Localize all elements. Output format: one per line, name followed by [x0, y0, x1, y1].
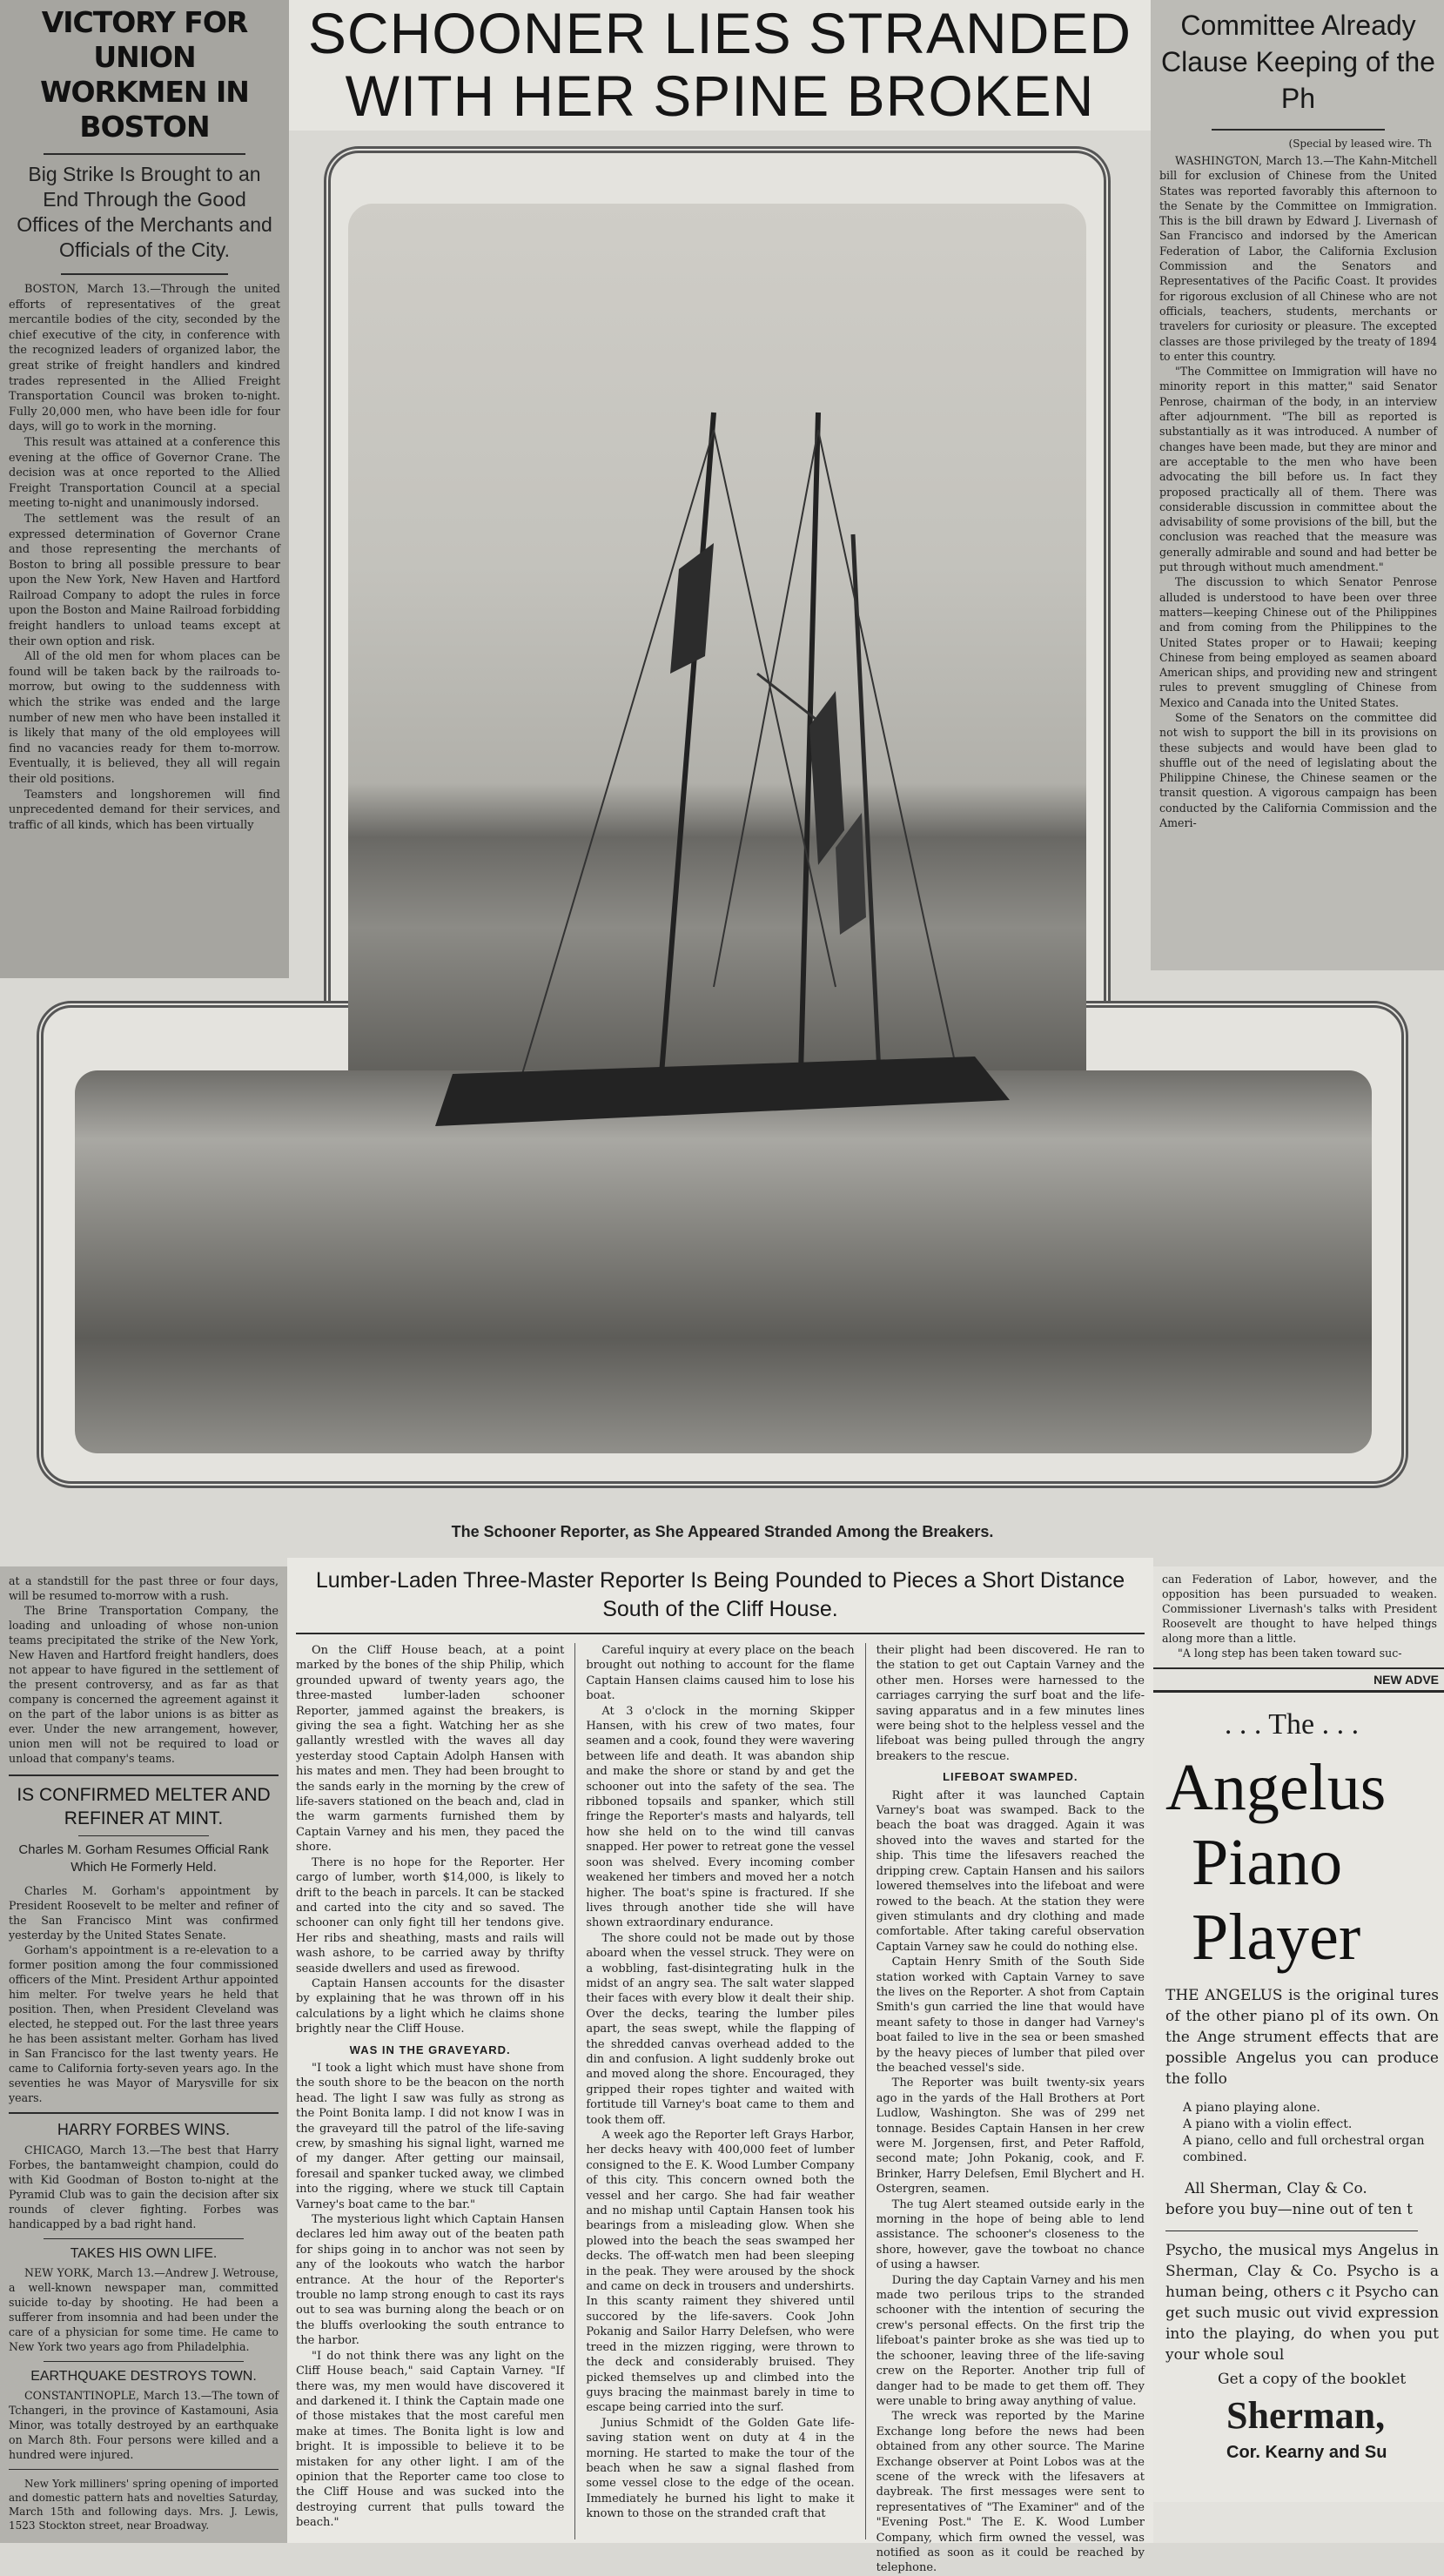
center-bottom-article — [287, 1558, 1153, 2575]
schooner-illustration — [348, 204, 1086, 1178]
article-paragraph: A week ago the Reporter left Grays Harbor, her decks heavy with 400,000 feet of lumber consigned to the E. K. Wood Lumber Company of this city. This concern owned both the vessel and her cargo. She had fair weather and no mishap until Captain Hansen took his bearings from a misleading glow. When she plowed into the beach the seas swamped her decks. The off-watch men had been sleeping in the peak. They were aroused by the shock and came on deck in trousers and undershirts. In this scanty raiment they shivered until succored by the life-savers. Cook John Pokanig and Sailor Harry Delefsen, who were treed in the mizzen rigging, were thrown to the deck and considerably bruised. They picked themselves up and climbed into the guys bracing the mainmast barely in time to escape being carried into the surf. — [586, 2129, 855, 2415]
article-paragraph: BOSTON, March 13.—Through the united efforts of representatives of the great mercantile bodies of the city, seconded by the chief executive of the city, in conference with the recognized leaders of organized labor, the great strike of freight handlers and kindred trades represented in the Allied Freight Transportation Council was broken to-night. Fully 20,000 men, who have been idle for four days, will go to work in the morning. — [9, 283, 280, 434]
article-paragraph: During the day Captain Varney and his men made two perilous trips to the stranded schooner with the intention of securing the crew's personal effects. On the first trip the lifeboat's painter broke as she was tied up to the schooner, leaving three of the life-saving crew on the Reporter. Another trip full of danger had to be made to get them off. They were unable to bring away anything of value. — [876, 2273, 1145, 2408]
article-paragraph: "I do not think there was any light on the Cliff House beach," said Captain Varney. "If there was, my men would have discovered it and darkened it. I think the Captain made one of those mistakes that the most careful men make at times. The Bonita light is low and bright. It is impossible to believe it to be mistaken for any other light. I am of the opinion that the Reporter came too close to the Cliff House and was sucked into the destroying current that pulls toward the beach." — [296, 2349, 565, 2530]
article-paragraph: The tug Alert steamed outside early in the morning in the hope of being able to lend assistance. The schooner's closeness to the shore, however, gave the towboat no chance of using a hawser. — [876, 2197, 1145, 2272]
left-bottom-continued — [9, 1573, 279, 1766]
article-paragraph: can Federation of Labor, however, and the opposition has been pursuaded to weaken. Commissioner Livernash's talks with President Roosevelt are thought to have helped things along more than a little. — [1162, 1573, 1437, 1645]
article-paragraph: their plight had been discovered. He ran to the station to get out Captain Varney and the other men. Horses were harnessed to the carriages carrying the surf boat and the life-saving apparatus and in a few minutes lines were being shot to the helpless vessel and the lifeboat was being pulled through the angry breakers to the rescue. — [876, 1644, 1145, 1763]
article-column-1 — [296, 1643, 564, 2539]
article-paragraph: Careful inquiry at every place on the beach brought out nothing to account for the flame Captain Hansen claims caused him to lose his boat. — [586, 1644, 855, 1703]
article-paragraph: Gorham's appointment is a re-elevation to a former position among the four commissioned officers of the Mint. President Arthur appointed him melter. For twelve years he held that position. Then, when President Cleveland was elected, he stepped out. For the last three years he has been assistant melter. Gorham has lived in San Francisco for the last twenty years. He came to California forty-seven years ago. In the seventies he was Mayor of Marysville for six years. — [9, 1943, 279, 2104]
headline-line-2: WITH HER SPINE BROKEN — [345, 64, 1095, 128]
ad-sherman: All Sherman, Clay & Co. — [1185, 2180, 1367, 2197]
right-top-credit: (Special by leased wire. Th — [1288, 138, 1432, 150]
ad-title-player: Player — [1192, 1901, 1361, 1974]
life-headline: TAKES HIS OWN LIFE. — [70, 2246, 218, 2261]
article-paragraph: WASHINGTON, March 13.—The Kahn-Mitchell bill for exclusion of Chinese from the United States was reported favorably this afternoon to the Senate by the Committee on Immigration. This is the bill drawn by Edward J. Livernash of San Francisco and indorsed by the American Federation of Labor, the California Exclusion Commission and the Senators and Representatives of the Pacific Coast. It provides for rigorous exclusion of all Chinese who are not officials, teachers, students, merchants or travelers for curiosity or pleasure. The excepted classes are those privileged by the treaty of 1894 to enter this country. — [1159, 154, 1437, 363]
melter-headline: IS CONFIRMED MELTER AND REFINER AT MINT. — [17, 1785, 271, 1828]
right-top-article — [1159, 153, 1437, 830]
article-paragraph: On the Cliff House beach, at a point marked by the bones of the ship Philip, which grounded upward of twenty years ago, the three-masted lumber-laden schooner Reporter, jammed against the breakers, is giving the sea a fight. Watching her as she gallantly wrestled with the waves all day yesterday stood Captain Adolph Hansen with his mates and men. They had been brought to the sands early in the morning by the crew of life-savers stationed on the beach and, clad in the warm garments furnished them by Captain Varney and his men, they paced the shore. — [296, 1644, 565, 1855]
article-paragraph: "The Committee on Immigration will have no minority report in this matter," said Senator Penrose, chairman of the body, in an interview after adjournment. "The bill as reported is substantially as it was introduced. A number of changes have been made, but they are minor and are acceptable to the men who have been advocating the bill before us. In fact they proposed practically all of them. There was considerable discussion in committee about the advisability of some provisions of the bill, but the conclusion was reached that the measure was generally admirable and sound and had better be put through without much amendment." — [1159, 365, 1437, 574]
article-paragraph: Captain Hansen accounts for the disaster by explaining that he was thrown off in his calculations by a light which he claims shone brightly near the Cliff House. — [296, 1976, 565, 2036]
article-paragraph: Charles M. Gorham's appointment by President Roosevelt to be melter and refiner of the San Francisco Mint was confirmed yesterday by the United States Senate. — [9, 1884, 279, 1942]
right-bottom-column — [1153, 1566, 1444, 2543]
article-paragraph: Some of the Senators on the committee did not wish to support the bill in its provisions on these subjects and would have been glad to shuffle out of the need of legislating about the Philippine Chinese, the Chinese seamen or the transit question. A vigorous campaign has been conducted by the California Commission and the Ameri- — [1159, 710, 1437, 830]
article-paragraph: Right after it was launched Captain Varney's boat was swamped. Back to the beach the boat was dragged. Again it was shoved into the waves and started for the ship. This time the lifesavers reached the dripping crew. Captain Hansen and his sailors lowered themselves into the lifeboat and were rowed to the beach. At the station they were given stimulants and dry clothing and made comfortable. After taking careful observation Captain Varney saw he could do nothing else. — [876, 1788, 1145, 1954]
article-paragraph: The mysterious light which Captain Hansen declares led him away out of the beaten path for ships going in to anchor was not seen by any of the lookouts who watch the harbor entrance. At the hour of the Reporter's trouble no lamp strong enough to cast its rays out to sea was burning along the beach or on the bluffs overlooking the south entrance to the harbor. — [296, 2213, 565, 2348]
ad-psycho: Psycho, the musical mys Angelus in Sherman, Clay & Co. Psycho is a human being, others c it Psycho can get such music out vivid expression into the playing, do when you put your whole soul — [1165, 2242, 1439, 2364]
article-paragraph: There is no hope for the Reporter. Her cargo of lumber, worth $14,000, is likely to drift to the beach in parcels. It can be stacked and carted into the city and so saved. The schooner can only fight till her tendons give. Her ribs and sheathing, masts and rails will wash ashore, to be carried away by thrifty seaside dwellers and used as firewood. — [296, 1855, 565, 1976]
photo-caption: The Schooner Reporter, as She Appeared Stranded Among the Breakers. — [451, 1523, 994, 1540]
right-bottom-continued — [1153, 1566, 1444, 1660]
quake-headline: EARTHQUAKE DESTROYS TOWN. — [30, 2369, 257, 2384]
article-column-3 — [876, 1643, 1145, 2575]
right-top-headline: Committee Already Clause Keeping of the Ph — [1161, 10, 1435, 114]
article-paragraph: The Reporter was built twenty-six years ago in the yards of the Hall Brothers at Port Ludlow, Washington. She was of 299 net tonnage. Besides Captain Hansen in her crew were M. Jorgensen, first, and Peter Raffold, second mate; John Pokanig, cook, and F. Brinker, Harry Delefsen, Emil Blychert and H. Ostergren, seamen. — [876, 2076, 1145, 2197]
forbes-article — [9, 2143, 279, 2231]
quake-article — [9, 2388, 279, 2462]
millinery-notice — [9, 2477, 279, 2532]
ad-before: before you buy—nine out of ten t — [1165, 2201, 1413, 2218]
left-bottom-column — [0, 1566, 287, 2543]
article-paragraph: This result was attained at a conference this evening at the office of Governor Crane. The decision was at once reported to the Allied Freight Transportation Council at a special meeting to-night and unanimously indorsed. — [9, 435, 280, 511]
melter-article — [9, 1883, 279, 2105]
article-paragraph: Junius Schmidt of the Golden Gate life-saving station went on duty at 4 in the morning. He started to make the tour of the beach when he saw a signal flashed from some vessel close to the edge of the ocean. Immediately he burned his light to make it known to those on the stranded craft that — [586, 2416, 855, 2521]
article-paragraph: "A long step has been taken toward suc- — [1178, 1647, 1402, 1660]
ad-list-item: A piano playing alone. — [1183, 2101, 1320, 2115]
ad-booklet: Get a copy of the booklet — [1218, 2371, 1407, 2388]
ad-list-item: A piano with a violin effect. — [1183, 2117, 1353, 2131]
ad-title-angelus: Angelus — [1165, 1751, 1387, 1824]
article-paragraph: The shore could not be made out by those aboard when the vessel struck. They were on a wobbling, fast-disintegrating hulk in the midst of an angry sea. The salt water slapped their faces with every blow it dealt their ship. Over the decks, tearing the lumber piles apart, the seas swept, while the flapping of the shredded canvas overhead added to the din and confusion. A light suddenly broke out and moved along the shore. Encouraged, they gripped their ropes tighter and waited with fortitude till Varney's boat came to them and took them off. — [586, 1931, 855, 2127]
ad-firm: Sherman, — [1226, 2394, 1386, 2437]
left-top-headline: VICTORY FOR UNION WORKMEN IN BOSTON — [40, 5, 249, 144]
ad-title-piano: Piano — [1192, 1826, 1343, 1899]
headline-line-1: SCHOONER LIES STRANDED — [307, 1, 1132, 65]
article-columns — [296, 1643, 1145, 2575]
life-article — [9, 2265, 279, 2354]
ad-address: Cor. Kearny and Su — [1226, 2443, 1387, 2462]
ad-the: . . . The . . . — [1224, 1708, 1360, 1741]
article-paragraph: CONSTANTINOPLE, March 13.—The town of Tchangeri, in the province of Kastamouni, Asia Minor, was totally destroyed by an earthquake on March 8th. Four persons were killed and a hundred were injured. — [9, 2389, 279, 2461]
article-paragraph: At 3 o'clock in the morning Skipper Hansen, with his crew of two mates, four seamen and a cook, found they were wavering between life and death. It was abandon ship and make the shore or stand by and get the schooner out into the safety of the sea. The ribboned topsails and spanker, which still fringe the Reporter's masts and halyards, tell how she held on to the wind till canvas snapped. Her power to retreat gone the vessel soon was shelved. Every incoming comber weakened her timbers and moved her a notch higher. The boat's spine is fractured. If she lives through another tide she will have shown extraordinary endurance. — [586, 1704, 855, 1930]
article-paragraph: CHICAGO, March 13.—The best that Harry Forbes, the bantamweight champion, could do with Kid Goodman of Boston to-night at the Pyramid Club was to gain the decision after six rounds of clever fighting. Forbes was handicapped by a bad right hand. — [9, 2143, 279, 2231]
subhead-lifeboat: LIFEBOAT SWAMPED. — [943, 1770, 1078, 1784]
article-paragraph: The Brine Transportation Company, the loading and unloading of whose non-union teams precipitated the strike of the New York, New Haven and Hartford freight handlers, does not appear to have figured in the settlement of the present controversy, and as far as that company is concerned the agreement against it on the part of the labor unions is as bitter as ever. Under the new arrangement, however, union men will not be required to load or unload that company's teams. — [9, 1604, 279, 1765]
ad-list-item: A piano, cello and full orchestral organ combined. — [1183, 2134, 1425, 2164]
center-headline — [289, 0, 1151, 131]
left-top-subhead: Big Strike Is Brought to an End Through the Good Offices of the Merchants and Officials of the City. — [17, 163, 272, 261]
article-paragraph: Captain Henry Smith of the South Side station worked with Captain Varney to save the lives on the Reporter. A shot from Captain Smith's gun carried the line that would have meant safety to those in danger had Varney's boat failed to live in the sea or been smashed by the heavy pieces of lumber that piled over the beached vessel's side. — [876, 1955, 1145, 2075]
forbes-headline: HARRY FORBES WINS. — [57, 2121, 231, 2138]
article-paragraph: NEW YORK, March 13.—Andrew J. Wetrouse, a well-known newspaper man, committed suicide to-day by shooting. He had been a sufferer from insomnia and had been under the care of a physician for some time. He came to New York two years ago from Philadelphia. — [9, 2266, 279, 2353]
ad-list — [1165, 2090, 1444, 2173]
article-paragraph: New York milliners' spring opening of imported and domestic pattern hats and novelties Saturday, March 15th and following days. Mrs. J. Lewis, 1523 Stockton street, near Broadway. — [9, 2478, 279, 2532]
article-paragraph: Teamsters and longshoremen will find unprecedented demand for their services, and traffic of all kinds, which has been virtually — [9, 788, 280, 832]
article-paragraph: at a standstill for the past three or four days, will be resumed to-morrow with a rush. — [9, 1574, 279, 1602]
subhead-graveyard: WAS IN THE GRAVEYARD. — [349, 2043, 511, 2056]
article-column-2 — [586, 1643, 854, 2539]
article-paragraph: The discussion to which Senator Penrose alluded is understood to have been over three matters—keeping Chinese out of the Philippines and from coming from the Philippines to the United States proper or to Hawaii; keeping Chinese from being employed as seamen aboard American ships, and providing new and stringent rules to prevent smuggling of Chinese from Mexico and Canada into the United States. — [1159, 575, 1437, 709]
article-paragraph: "I took a light which must have shone from the south shore to be the beacon on the north head. The light I saw was fully as strong as the Point Bonita lamp. I did not know I was in the graveyard till the patrol of the life-saving crew, by smashing his signal light, warned me of my danger. After getting our mainsail, foresail and spanker tucked away, we climbed into the rigging, where we stuck till Captain Varney's boat came to the bar." — [296, 2061, 565, 2211]
article-paragraph: The settlement was the result of an expressed determination of Governor Crane and those representing the merchants of Boston to bring all possible pressure to bear upon the New York, New Haven and Hartford Railroad Company to adopt the rules in force upon the Boston and Maine Railroad forbidding freight handlers to unload teams except at their own option and risk. — [9, 512, 280, 648]
ad-section-tag: NEW ADVE — [1373, 1673, 1439, 1687]
right-top-column — [1151, 0, 1444, 970]
melter-subhead: Charles M. Gorham Resumes Official Rank Which He Formerly Held. — [18, 1842, 269, 1875]
article-headline: Lumber-Laden Three-Master Reporter Is Being Pounded to Pieces a Short Distance South of the Cliff House. — [315, 1568, 1125, 1621]
angelus-ad — [1153, 1693, 1444, 2502]
ad-body: THE ANGELUS is the original tures of the other piano pl of its own. On the Ange strument effects that are possible Angelus you can produce the follo — [1165, 1987, 1439, 2088]
article-paragraph: All of the old men for whom places can be found will be taken back by the railroads to-morrow, but owing to the suddenness with which the strike was ended and the large number of new men who have been installed it is likely that many of the old employees will find no vacancies ready for them to-morrow. Eventually, it is believed, they all will regain their old positions. — [9, 650, 280, 786]
article-paragraph: The wreck was reported by the Marine Exchange long before the news had been obtained from any other source. The Marine Exchange observer at Point Lobos was at the scene of the wreck with the lifesavers at daybreak. The first messages were sent to representatives of "The Examiner" and of the "Evening Post." The E. K. Wood Lumber Company, which firm owned the vessel, was notified as soon as it could be reached by telephone. — [876, 2410, 1145, 2575]
